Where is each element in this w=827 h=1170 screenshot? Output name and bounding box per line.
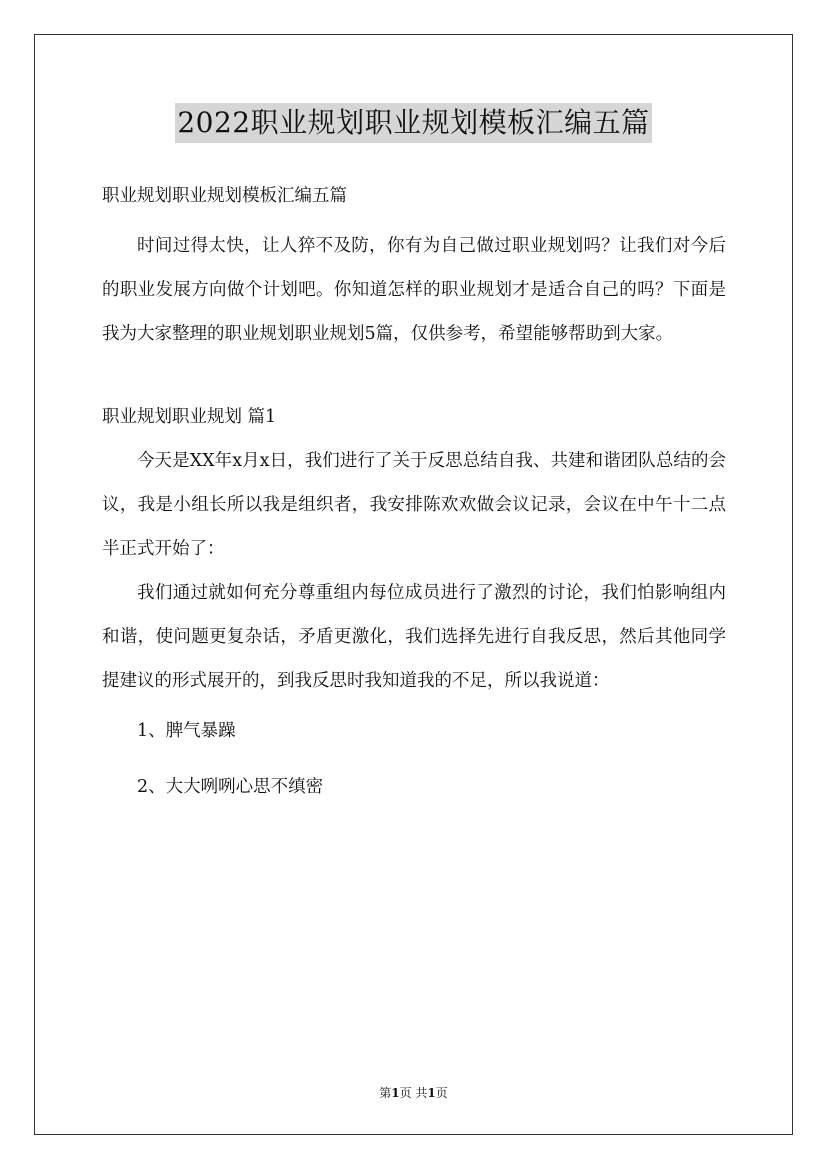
- document-body: [102, 174, 726, 815]
- document-subtitle: 职业规划职业规划模板汇编五篇: [102, 186, 347, 206]
- section-paragraph-2: 我们通过就如何充分尊重组内每位成员进行了激烈的讨论，我们怕影响组内和谐，使问题更复杂话，矛盾更激化，我们选择先进行自我反思，然后其他同学提建议的形式展开的，到我反思时我知道我的不足，所以我说道：: [102, 583, 726, 691]
- document-title-text: 2022职业规划职业规划模板汇编五篇: [175, 103, 651, 143]
- intro-paragraph: 时间过得太快，让人猝不及防，你有为自己做过职业规划吗？让我们对今后的职业发展方向做个计划吧。你知道怎样的职业规划才是适合自己的吗？下面是我为大家整理的职业规划职业规划5篇，仅供参考，希望能够帮助到大家。: [102, 236, 726, 344]
- document-title: [0, 102, 827, 143]
- page-footer: [0, 1084, 827, 1101]
- list-item: 2、大大咧咧心思不缜密: [137, 777, 324, 797]
- page-number-total: 1: [427, 1086, 436, 1100]
- section-paragraph-1: 今天是XX年x月x日，我们进行了关于反思总结自我、共建和谐团队总结的会议，我是小组长所以我是组织者，我安排陈欢欢做会议记录，会议在中午十二点半正式开始了：: [102, 451, 726, 559]
- page-number-prefix: 第: [379, 1086, 392, 1100]
- section-heading: 职业规划职业规划 篇1: [102, 407, 277, 427]
- page-number-current: 1: [391, 1086, 400, 1100]
- page-number-suffix: 页: [435, 1086, 448, 1100]
- list-item: 1、脾气暴躁: [137, 721, 236, 741]
- page-number-mid: 页 共: [399, 1086, 428, 1100]
